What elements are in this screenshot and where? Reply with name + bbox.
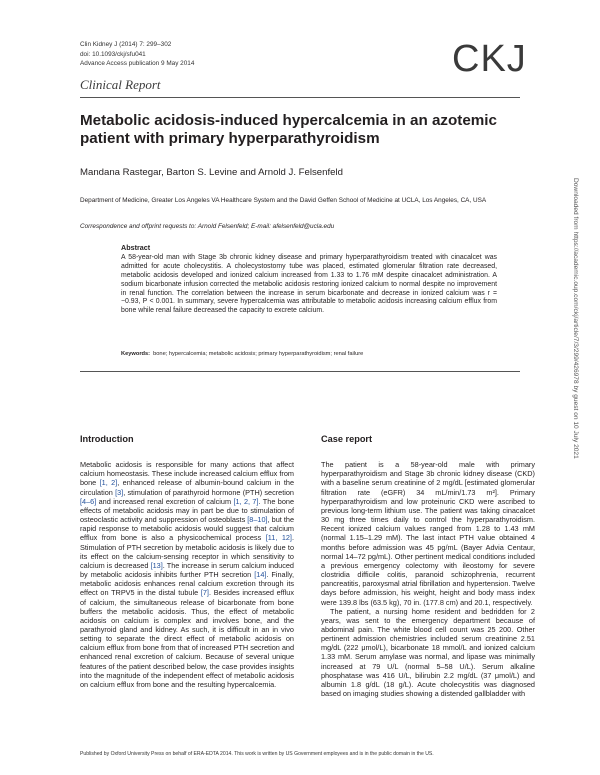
citation-link[interactable]: [13] [150,560,163,570]
citation-link[interactable]: [8–10] [247,515,268,525]
doi: doi: 10.1093/ckj/sfu041 [80,50,146,58]
journal-citation: Clin Kidney J (2014) 7: 299–302 [80,41,172,48]
page-footer: Published by Oxford University Press on behalf of ERA-EDTA 2014. This work is written by US Government employees and is in the public domain in the US. [80,751,434,757]
introduction-paragraph: Metabolic acidosis is responsible for many actions that affect calcium homeostasis. These include increased calcium efflux from bone [1, 2], enhanced release of albumin-bound calcium in the circulation [3], stimulation of parathyroid hormone (PTH) secretion [4–6] and increased renal excretion of calcium [1, 2, 7]. The bone effects of metabolic acidosis may in part be due to stimulation of osteoclastic activity and suppression of osteoblasts [8–10], but the rapid response to metabolic acidosis would suggest that calcium efflux from bone is also a physicochemical process [11, 12]. Stimulation of PTH secretion by metabolic acidosis is likely due to its effect on the calcium-sensing receptor in which sensitivity to calcium is decreased [13]. The increase in serum calcium induced by metabolic acidosis inhibits further PTH secretion [14]. Finally, metabolic acidosis enhances renal calcium excretion through its effect on TRPV5 in the distal tubule [7]. Besides increased efflux of calcium, the simultaneous release of bicarbonate from bone buffers the metabolic acidosis. Thus, the effect of metabolic acidosis on calcium is complex and involves bone, and the parathyroid gland and kidney. As such, it is difficult in an in vivo setting to separate the direct effect of metabolic acidosis on calcium efflux from bone from that of increased PTH secretion and enhanced renal excretion of calcium. Because of several unique features of the patient described below, the case provides insights into the magnitude of the independent effect of metabolic acidosis on calcium efflux from bone and the resulting hypercalcemia. [80,460,295,689]
journal-meta [80,40,194,69]
header-divider [80,97,520,98]
abstract-text: A 58-year-old man with Stage 3b chronic kidney disease and primary hyperparathyroidism treated with cinacalcet was admitted for acute cholecystitis. A cholecystostomy tube was placed, estimated glomerular filtration rate decreased, metabolic acidosis developed and ionized calcium increased from 1.33 to 1.76 mM despite cinacalcet administration. A sodium bicarbonate infusion corrected the metabolic acidosis restoring ionized calcium to normal despite no improvement in renal function. The correlation between the increase in serum bicarbonate and decrease in ionized calcium was r = −0.93, P < 0.001. In summary, severe hypercalcemia was attributable to metabolic acidosis increasing calcium efflux from bone while renal failure decreased the capacity to excrete calcium. [121,253,497,315]
citation-link[interactable]: [1, 2, 7] [233,496,259,506]
case-paragraph-2: The patient, a nursing home resident and bedridden for 2 years, was sent to the emergency department because of abdominal pain. The white blood cell count was 25 200. Other pertinent admission chemistries included serum creatinine 2.51 mg/dL (222 μmol/L), bicarbonate 18 mmol/L and ionized calcium 1.33 mM. Serum amylase was normal, and lipase was minimally increased at 79 U/L (normal 5–58 U/L). Serum alkaline phosphatase was 416 U/L, bilirubin 2.2 mg/dL (37 μmol/L) and albumin 1.8 g/dL (18 g/L). Acute cholecystitis was diagnosed based on imaging studies showing a distended gallbladder with [321,606,535,699]
keywords [121,351,501,357]
section-label: Clinical Report [80,77,161,92]
correspondence: Correspondence and offprint requests to: Arnold Felsenfeld; E-mail: afelsenfeld@ucla.edu [80,223,335,230]
affiliation: Department of Medicine, Greater Los Angeles VA Healthcare System and the David Geffen School of Medicine at UCLA, Los Angeles, CA, USA [80,197,487,204]
citation-link[interactable]: [4–6] [80,496,97,506]
download-sidenote [571,178,581,598]
author-list: Mandana Rastegar, Barton S. Levine and Arnold J. Felsenfeld [80,167,343,178]
citation-link[interactable]: [1, 2] [99,478,118,488]
keywords-text: bone; hypercalcemia; metabolic acidosis; primary hyperparathyroidism; renal failure [153,351,364,357]
keywords-label: Keywords: [121,351,151,357]
introduction-heading: Introduction [80,434,134,444]
abstract-divider [80,371,520,372]
abstract-block [121,244,497,316]
case-report-heading: Case report [321,434,373,444]
abstract-heading: Abstract [121,243,151,252]
case-paragraph-1: The patient is a 58-year-old male with primary hyperparathyroidism and Stage 3b chronic kidney disease (CKD) with a baseline serum creatinine of 2 mg/dL [estimated glomerular filtration rate (eGFR) 34 mL/min/1.73 m²]. Primary hyperparathyroidism and low proteinuric CKD were ascribed to previous long-term lithium use. The patient was taking cinacalcet 30 mg three times daily to control the hyperparathyroidism. Recent ionized calcium values ranged from 1.28 to 1.43 mM (normal 1.15–1.29 mM). The last intact PTH value obtained 4 months before admission was 45 pg/mL (Bayer Advia Centaur, normal 14–72 pg/mL). Other pertinent medical conditions included a previous emergency colectomy with ileostomy for severe clostridia difficile colitis, paranoid schizophrenia, recurrent pancreatitis, paroxysmal atrial fibrillation and hypertension. Twelve days before admission, his weight, height and body mass index were 139.8 lbs (63.5 kg), 70 in. (177.8 cm) and 20.1, respectively. [321,460,536,607]
article-title: Metabolic acidosis-induced hypercalcemia in an azotemic patient with primary hyperparathyroidism [80,112,497,147]
citation-link[interactable]: [11, 12] [265,533,292,543]
advance-access: Advance Access publication 9 May 2014 [80,60,195,68]
citation-link[interactable]: [14] [254,570,267,580]
journal-logo: CKJ [452,38,527,80]
case-report-column [321,435,535,698]
citation-link[interactable]: [3] [115,487,124,497]
citation-link[interactable]: [7] [200,588,209,598]
introduction-column [80,435,294,689]
download-notice[interactable]: Downloaded from https://academic.oup.com/ckj/article/7/3/299/426978 by guest on 10 July 2021 [572,178,579,459]
